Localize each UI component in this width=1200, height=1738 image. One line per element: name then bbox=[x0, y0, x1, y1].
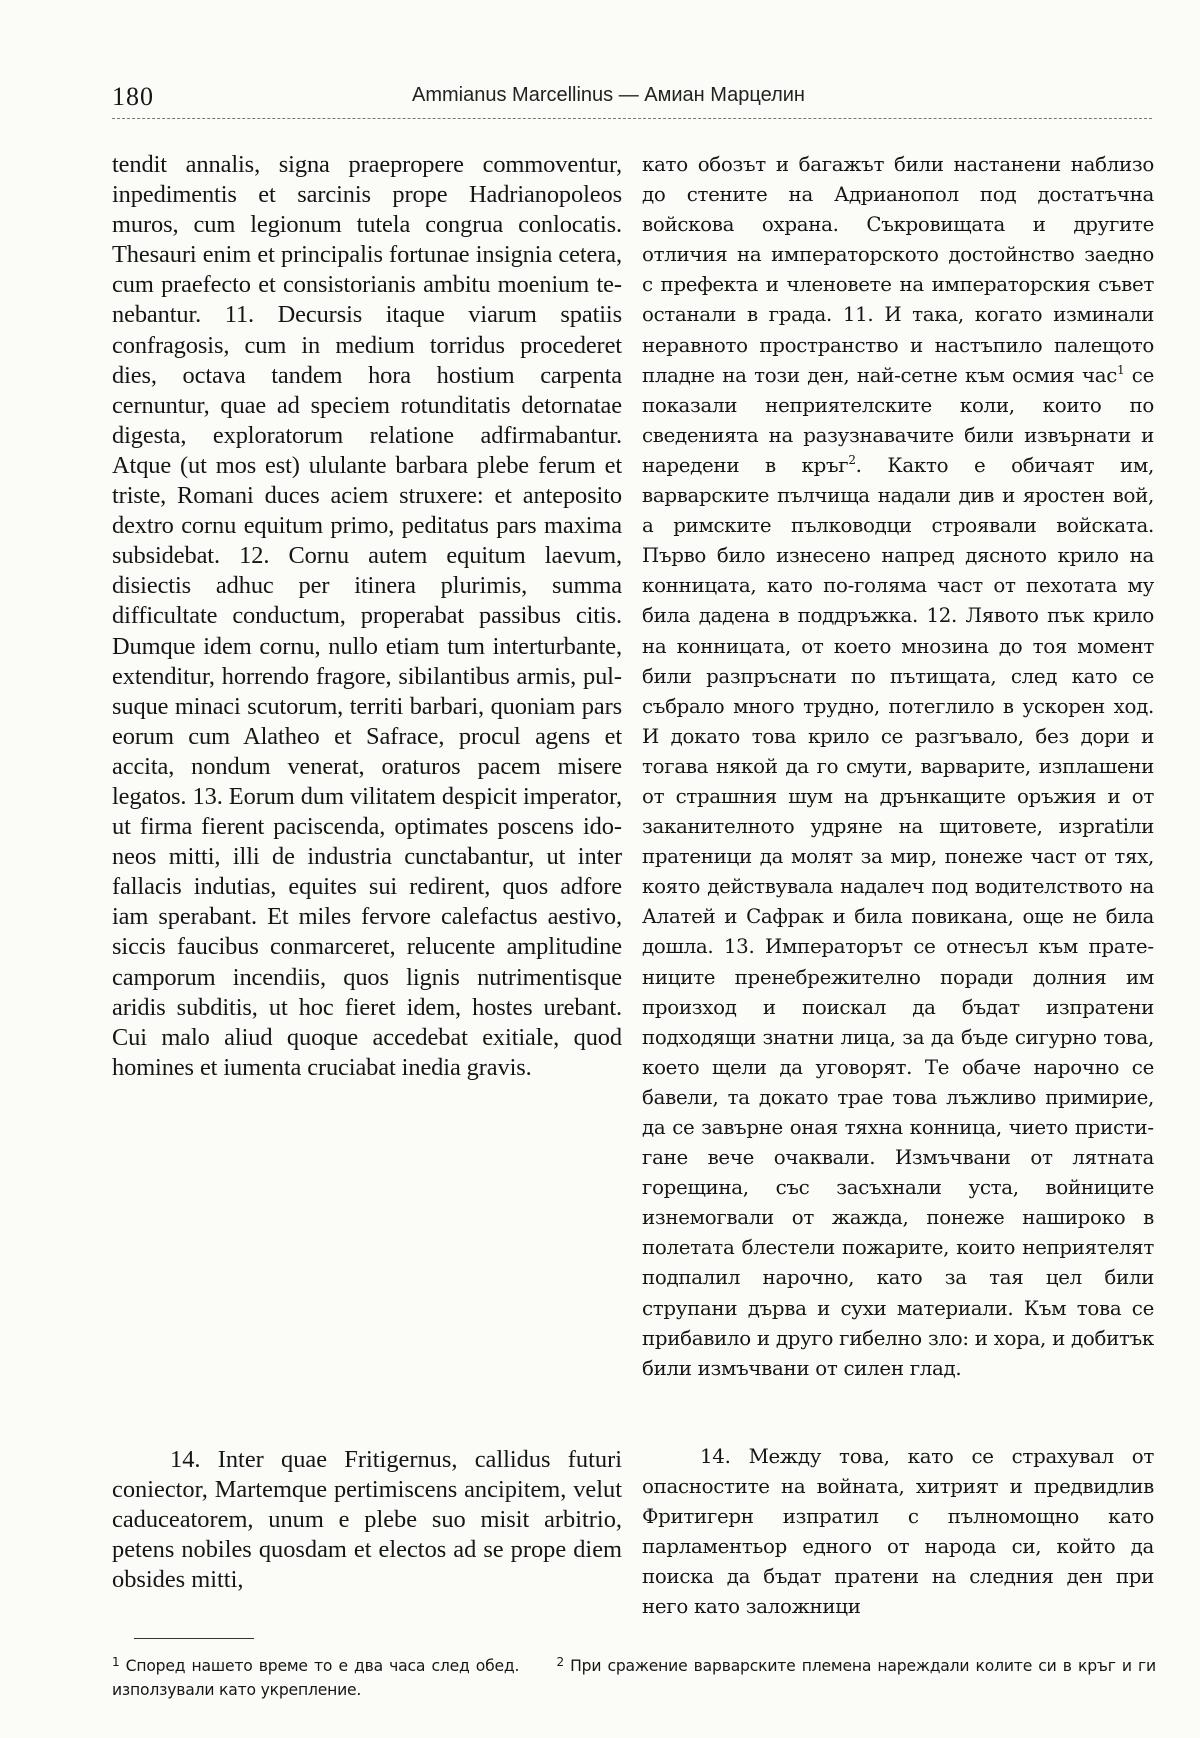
bulgarian-column bbox=[642, 150, 1154, 1384]
footnotes bbox=[112, 1650, 1156, 1702]
bulgarian-text-segment-c: . Както е обичаят им, варварските пълчища надали див и яростен вой, а римските пълководци строявали войската. Първо било изнесено напред дясното крило на конницата, като по-голяма част от пехотата му била дадена в поддръжка. 12. Лявото пък крило на конницата, от което мнозина до тоя момент били разпръснати по пътищата, след като се събрало много трудно, потеглило в ускорен ход. И докато това крило се разгъвало, без дори и тогава някой да го смути, варварите, изплашени от страшния шум на дрънкащите оръжия и от заканителното удряне на щитовете, изpratiли пратеници да молят за мир, понеже част от тях, която действувала надалеч под водителството на Алатей и Сафрак и била повикана, още не била дошла. 13. Императорът се отнесъл към пратениците пренебрежително поради долния им произход и поискал да бъдат изпратени подходящи знатни лица, за да бъде сигурно това, което щели да уговорят. Те обаче нарочно се бавели, та докато трае това лъжливо примирие, да се завърне оная тяхна конница, чието пристигане вече очаквали. Измъчвани от лятната горещина, със засъхнали уста, войниците изнемогвали от жажда, понеже нашироко в полетата блестели пожарите, които неприятелят подпалил нарочно, като за тая цел били струпани дърва и сухи материали. Към това се прибавило и друго гибелно зло: и хора, и добитък били измъчвани от силен глад. bbox=[642, 453, 1154, 1380]
running-title: Ammianus Marcellinus — Амиан Марцелин bbox=[412, 84, 805, 106]
footnote-1-text: Според нашето време то е два часа след обед. bbox=[125, 1657, 520, 1675]
bulgarian-text-segment-a: като обозът и багажът били настанени наблизо до стените на Адрианопол под достатъчна войскова охрана. Съкровищата и другите отличия на императорското достойнство заедно с префекта и членовете на императорския съвет останали в града. 11. И така, когато изминали неравното пространство и настъпило палещото пладне на този ден, най-сетне към осмия час bbox=[642, 153, 1154, 387]
footnote-reference-1: 1 bbox=[1117, 362, 1125, 377]
footnote-separator bbox=[134, 1638, 254, 1639]
latin-paragraph-1: tendit annalis, signa praepropere commoventur, inpedimentis et sarcinis prope Hadrianopoleos muros, cum legionum tutela congrua conlocatis. Thesauri enim et principalis fortunae insignia cetera, cum praefecto et consistorianis ambitu moenium tenebantur. 11. Decursis itaque viarum spatiis confragosis, cum in medium torridus procederet dies, octava tandem hora hostium carpenta cernuntur, quae ad speciem rotunditatis detornatae digesta, exploratorum relatione adfirmabantur. Atque (ut mos est) ululante barbara plebe ferum et triste, Romani duces aciem struxere: et anteposito dextro cornu equitum primo, peditatus pars maxima subsidebat. 12. Cornu autem equitum laevum, disiectis adhuc per itinera plurimis, summa difficultate conductum, properabat passibus citis. Dumque idem cornu, nullo etiam tum interturbante, extenditur, horrendo fragore, sibilantibus armis, pulsuque minaci scutorum, territi barbari, quoniam pars eorum cum Alatheo et Safrace, procul agens et accita, nondum venerat, oraturos pacem misere legatos. 13. Eorum dum vilitatem despicit imperator, ut firma fierent paciscenda, optimates poscens idoneos mitti, illi de industria cunctabantur, ut inter fallacis indutias, equites sui redirent, quos adfore iam sperabant. Et miles fervore calefactus aestivo, siccis faucibus conmarceret, relucente amplitudine camporum incendiis, quos lignis nutrimentisque aridis subditis, ut hoc fieret idem, hostes urebant. Cui malo aliud quoque accedebat exitiale, quod homines et iumenta cruciabat inedia gravis. bbox=[112, 151, 622, 1081]
latin-paragraph-2: 14. Inter quae Fritigernus, callidus futuri coniector, Martemque pertimiscens ancipitem, velut caduceatorem, unum e plebe suo misit arbitrio, petens nobiles quosdam et electos ad se prope diem obsides mitti, bbox=[112, 1446, 622, 1594]
latin-section-14 bbox=[112, 1445, 622, 1595]
bulgarian-paragraph-2: 14. Между това, като се страхувал от опасностите на войната, хитрият и предвидлив Фритигерн изпратил с пълномощно като парламентьор едного от народа си, който да поиска да бъдат пратени на следния ден при него като заложници bbox=[642, 1445, 1154, 1619]
bulgarian-section-14 bbox=[642, 1442, 1154, 1623]
latin-column bbox=[112, 150, 622, 1083]
bulgarian-text-segment-b: се показали неприятелските коли, които по сведенията на разузнавачите били извърнати и наредени в кръг bbox=[642, 363, 1154, 477]
page-number: 180 bbox=[112, 82, 154, 111]
footnote-reference-2: 2 bbox=[848, 452, 856, 467]
footnote-1-number: 1 bbox=[112, 1655, 120, 1669]
bulgarian-paragraph-1 bbox=[642, 150, 1154, 1384]
footnote-2-text: При сражение варварските племена нареждали колите си в кръг и ги използували като укрепление. bbox=[112, 1657, 1156, 1699]
footnote-2-number: 2 bbox=[556, 1655, 564, 1669]
page-header bbox=[112, 78, 1152, 119]
